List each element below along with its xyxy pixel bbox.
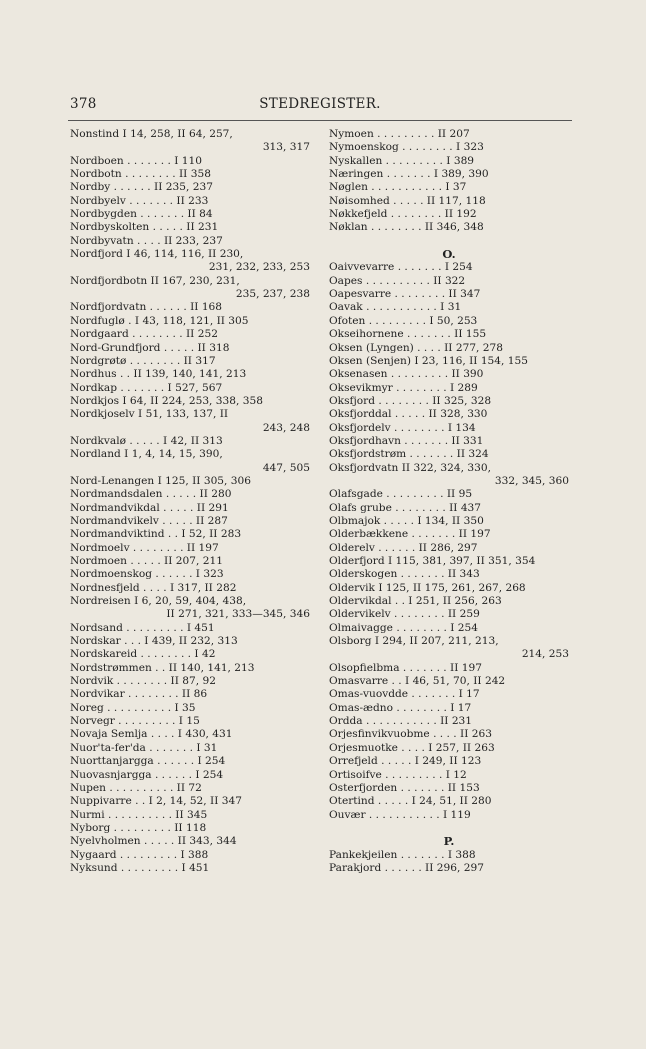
index-entry: Nordfjordbotn II 167, 230, 231, [70, 274, 240, 287]
index-entry: Oksevikmyr . . . . . . . . I 289 [329, 381, 478, 394]
index-column-right [329, 128, 569, 875]
running-title: STEDREGISTER. [259, 96, 381, 112]
index-entry: Nordsand . . . . . . . . . I 451 [70, 621, 215, 634]
index-entry: Nordkap . . . . . . . I 527, 567 [70, 381, 223, 394]
index-entry: Nyelvholmen . . . . . II 343, 344 [70, 835, 237, 848]
index-entry: 235, 237, 238 [235, 288, 310, 301]
index-entry: Nyskallen . . . . . . . . . I 389 [329, 154, 475, 167]
index-entry: Oksfjordelv . . . . . . . . I 134 [329, 421, 476, 434]
index-entry: Nordland I 1, 4, 14, 15, 390, [70, 448, 223, 461]
index-entry: Okseihornene . . . . . . . II 155 [329, 328, 487, 341]
index-entry: Nordbyvatn . . . . II 233, 237 [70, 234, 223, 247]
index-entry: Olderbækkene . . . . . . . II 197 [329, 528, 491, 541]
index-entry: Nyksund . . . . . . . . . I 451 [70, 861, 210, 874]
index-entry: Nordbyskolten . . . . . II 231 [70, 221, 219, 234]
index-entry: Nøklan . . . . . . . . II 346, 348 [329, 221, 484, 234]
index-entry: Oksenasen . . . . . . . . . II 390 [329, 368, 484, 381]
index-entry: Nordmandsdalen . . . . . II 280 [70, 488, 232, 501]
index-entry: Nordkjos I 64, II 224, 253, 338, 358 [70, 394, 263, 407]
index-entry: Pankekjeilen . . . . . . . I 388 [329, 848, 476, 861]
index-entry: Nordskar . . . I 439, II 232, 313 [70, 635, 238, 648]
index-entry: Nygaard . . . . . . . . . I 388 [70, 848, 209, 861]
index-entry: Nordbygden . . . . . . . II 84 [70, 208, 213, 221]
index-entry: Nuor'ta-fer'da . . . . . . . I 31 [70, 741, 218, 754]
index-entry: Noreg . . . . . . . . . . I 35 [70, 701, 196, 714]
index-entry: Olsborg I 294, II 207, 211, 213, [329, 635, 499, 648]
index-entry: Olderfjord I 115, 381, 397, II 351, 354 [329, 555, 536, 567]
index-entry: Parakjord . . . . . . II 296, 297 [329, 861, 484, 874]
index-entry: Nuppivarre . . I 2, 14, 52, II 347 [70, 795, 242, 808]
index-entry: Oapes . . . . . . . . . . II 322 [329, 274, 466, 287]
index-entry: Nord-Lenangen I 125, II 305, 306 [70, 474, 251, 487]
index-entry: Ofoten . . . . . . . . . I 50, 253 [329, 314, 478, 327]
index-entry: Olbmajok . . . . . I 134, II 350 [329, 514, 484, 527]
index-entry: Omas-ædno . . . . . . . . I 17 [329, 701, 472, 714]
index-entry: Nordfuglø . I 43, 118, 121, II 305 [70, 314, 249, 327]
index-entry: Nordfjord I 46, 114, 116, II 230, [70, 248, 244, 261]
index-entry: Nordgrøtø . . . . . . . . II 317 [70, 354, 216, 367]
index-entry: Oksen (Senjen) I 23, 116, II 154, 155 [329, 354, 528, 367]
index-entry: Olafs grube . . . . . . . . II 437 [329, 501, 482, 514]
index-entry: Oaivvevarre . . . . . . . I 254 [329, 261, 473, 274]
index-entry: Oapesvarre . . . . . . . . II 347 [329, 288, 481, 301]
index-entry: Oldervik I 125, II 175, 261, 267, 268 [329, 581, 526, 594]
index-entry: Olderelv . . . . . . II 286, 297 [329, 541, 478, 554]
index-entry: Nøglen . . . . . . . . . . . I 37 [329, 181, 467, 194]
index-entry: II 271, 321, 333—345, 346 [166, 608, 310, 621]
index-entry: Nordstrømmen . . II 140, 141, 213 [70, 661, 255, 674]
index-entry: Oldervikdal . . I 251, II 256, 263 [329, 595, 502, 608]
index-entry: Ouvær . . . . . . . . . . . I 119 [329, 808, 471, 821]
spacer [329, 822, 569, 835]
index-entry: Nordmandvikdal . . . . . II 291 [70, 501, 229, 514]
index-entry: Orjesfinvikvuobme . . . . II 263 [329, 728, 492, 741]
spacer [329, 235, 569, 248]
index-entry: Nordmandvikelv . . . . . II 287 [70, 514, 228, 527]
page-header [70, 96, 570, 118]
index-entry: Nøkkefjeld . . . . . . . . II 192 [329, 208, 477, 221]
index-entry: Nordreisen I 6, 20, 59, 404, 438, [70, 595, 247, 608]
index-entry: 332, 345, 360 [494, 474, 569, 487]
page-number: 378 [70, 96, 97, 112]
index-entry: Ortisoifve . . . . . . . . . I 12 [329, 768, 467, 781]
index-entry: Nordkvalø . . . . . I 42, II 313 [70, 434, 223, 447]
index-entry: 447, 505 [262, 461, 310, 474]
index-entry: Olafsgade . . . . . . . . . II 95 [329, 488, 473, 501]
index-entry: Nordvik . . . . . . . . II 87, 92 [70, 675, 216, 688]
index-entry: Omas-vuovdde . . . . . . . I 17 [329, 688, 480, 701]
header-rule [68, 120, 572, 121]
index-entry: Nuovasnjargga . . . . . . I 254 [70, 768, 224, 781]
index-entry: Nordboen . . . . . . . I 110 [70, 154, 203, 167]
index-entry: 214, 253 [521, 648, 569, 661]
index-entry: Oldervikelv . . . . . . . . II 259 [329, 608, 480, 621]
index-entry: Nordskareid . . . . . . . . I 42 [70, 648, 216, 661]
index-entry: Orrefjeld . . . . . I 249, II 123 [329, 755, 482, 768]
index-entry: Nuorttanjargga . . . . . . I 254 [70, 755, 226, 768]
index-entry: Olmaivagge . . . . . . . . I 254 [329, 621, 478, 634]
index-entry: Nymoen . . . . . . . . . II 207 [329, 128, 470, 140]
index-entry: Nurmi . . . . . . . . . . II 345 [70, 808, 208, 821]
index-entry: Omasvarre . . I 46, 51, 70, II 242 [329, 675, 506, 688]
index-entry: Nordmandviktind . . I 52, II 283 [70, 528, 242, 541]
index-entry: Norvegr . . . . . . . . . I 15 [70, 715, 200, 728]
index-entry: Nymoenskog . . . . . . . . I 323 [329, 141, 484, 154]
index-entry: Nonstind I 14, 258, II 64, 257, [70, 128, 233, 140]
index-entry: Nordgaard . . . . . . . . II 252 [70, 328, 218, 341]
index-entry: Nøisomhed . . . . . II 117, 118 [329, 194, 486, 207]
index-entry: Nordnesfjeld . . . . I 317, II 282 [70, 581, 237, 594]
index-entry: 231, 232, 233, 253 [208, 261, 310, 274]
index-entry: Nordby . . . . . . II 235, 237 [70, 181, 213, 194]
index-entry: Oksfjordhavn . . . . . . . II 331 [329, 434, 484, 447]
index-entry: 243, 248 [262, 421, 310, 434]
index-entry: Nordmoenskog . . . . . . I 323 [70, 568, 224, 581]
index-entry: Nordbotn . . . . . . . . II 358 [70, 168, 211, 181]
index-entry: Nyborg . . . . . . . . . II 118 [70, 821, 207, 834]
index-entry: Orjesmuotke . . . . I 257, II 263 [329, 741, 495, 754]
index-entry: Nordhus . . II 139, 140, 141, 213 [70, 368, 247, 381]
index-entry: Nordbyelv . . . . . . . II 233 [70, 194, 209, 207]
section-letter: P. [443, 835, 455, 849]
index-entry: Osterfjorden . . . . . . . II 153 [329, 781, 480, 794]
index-entry: Nordfjordvatn . . . . . . II 168 [70, 301, 223, 314]
index-entry: Novaja Semlja . . . . I 430, 431 [70, 728, 233, 741]
index-entry: Oksfjord . . . . . . . . II 325, 328 [329, 394, 492, 407]
index-entry: Oksfjorddal . . . . . II 328, 330 [329, 408, 488, 421]
section-letter: O. [442, 248, 456, 262]
index-entry: Olsopfielbma . . . . . . . II 197 [329, 661, 483, 674]
index-entry: Nordvikar . . . . . . . . II 86 [70, 688, 208, 701]
index-entry: Oksfjordvatn II 322, 324, 330, [329, 461, 491, 474]
index-entry: Næringen . . . . . . . I 389, 390 [329, 168, 489, 181]
index-entry: Oksfjordstrøm . . . . . . . II 324 [329, 448, 489, 461]
index-entry: Nord-Grundfjord . . . . . II 318 [70, 341, 230, 354]
index-entry: Nordmoen . . . . . II 207, 211 [70, 555, 223, 567]
index-entry: Nupen . . . . . . . . . . II 72 [70, 781, 202, 794]
index-entry: Oavak . . . . . . . . . . . I 31 [329, 301, 462, 314]
index-column-left [70, 128, 310, 875]
index-entry: Oksen (Lyngen) . . . . II 277, 278 [329, 341, 504, 354]
index-entry: Otertind . . . . . I 24, 51, II 280 [329, 795, 492, 808]
index-entry: Olderskogen . . . . . . . II 343 [329, 568, 480, 581]
index-entry: Nordmoelv . . . . . . . . II 197 [70, 541, 219, 554]
index-entry: Nordkjoselv I 51, 133, 137, II [70, 408, 229, 421]
index-entry: 313, 317 [262, 141, 310, 154]
index-entry: Ordda . . . . . . . . . . . II 231 [329, 715, 473, 728]
